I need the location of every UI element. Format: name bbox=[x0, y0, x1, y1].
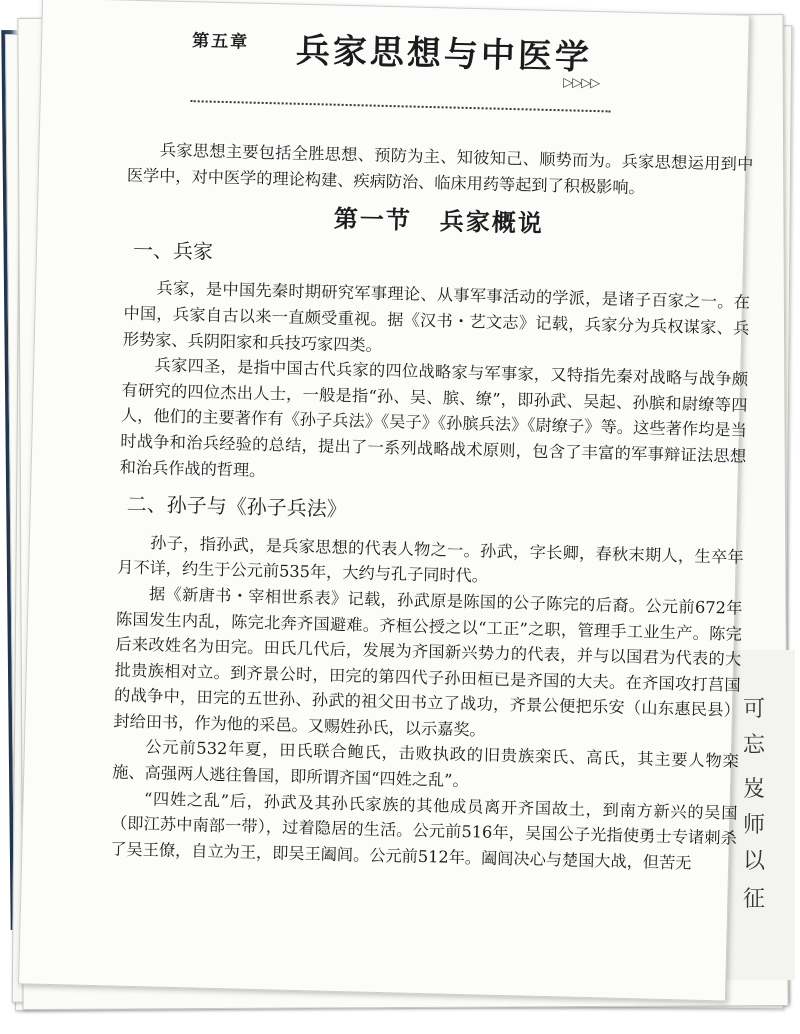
underlying-page-char: 忘 bbox=[743, 733, 766, 758]
subsection-title: 一、兵家 bbox=[132, 237, 214, 264]
section-title: 兵家概说 bbox=[439, 206, 545, 239]
underlying-page-char: 岌 bbox=[743, 777, 766, 802]
underlying-page-char: 可 bbox=[743, 697, 766, 722]
chapter-arrows-icon: ▷▷▷▷ bbox=[563, 75, 600, 92]
book-page bbox=[18, 0, 754, 1002]
subsection-title: 二、孙子与《孙子兵法》 bbox=[126, 491, 348, 522]
chapter-title: 兵家思想与中医学 bbox=[295, 30, 593, 78]
underlying-page-char: 以 bbox=[743, 849, 766, 874]
paragraph: 孙子，指孙武，是兵家思想的代表人物之一。孙武，字长卿，春秋末期人，生卒年月不详，约生于公元前535年，大约与孔子同时代。 bbox=[117, 533, 744, 586]
underlying-page-char: 师 bbox=[743, 813, 766, 838]
paragraph: 据《新唐书・宰相世系表》记载，孙武原是陈国的公子陈完的后裔。公元前672年陈国发生内乱，陈完北奔齐国避难。齐桓公授之以“工正”之职，管理手工业生产。陈完后来改姓名为田完。田氏几代后，发展为齐国新兴势力的代表，并与以国君为代表的大批贵族相对立。到齐景公时，田完的第四代子孙田桓已是齐国的大夫。在齐国攻打莒国的战争中，田完的五世孙、孙武的祖父田书立了战功，齐景公便把乐安（山东惠民县）封给田书，作为他的采邑。又赐姓孙氏，以示嘉奖。 bbox=[113, 584, 743, 740]
intro-paragraph: 兵家思想主要包括全胜思想、预防为主、知彼知己、顺势而为。兵家思想运用到中医学中，对中医学的理论构建、疾病防治、临床用药等起到了积极影响。 bbox=[126, 140, 754, 197]
chapter-header bbox=[191, 16, 613, 112]
paragraph: “四姓之乱”后，孙武及其孙氏家族的其他成员离开齐国故土，到南方新兴的吴国（即江苏中南部一带），过着隐居的生活。公元前516年，吴国公子光指使勇士专诸刺杀了吴王僚，自立为王，即吴王阖闾。公元前512年。阖闾决心与楚国大战，但苦无 bbox=[110, 788, 738, 873]
underlying-page-char: 征 bbox=[743, 887, 766, 912]
chapter-number: 第五章 bbox=[191, 31, 250, 53]
section-heading bbox=[126, 201, 752, 242]
paragraph: 兵家，是中国先秦时期研究军事理论、从事军事活动的学派，是诸子百家之一。在中国，兵家自古以来一直颇受重视。据《汉书・艺文志》记载，兵家分为兵权谋家、兵形势家、兵阴阳家和兵技巧家四类。 bbox=[122, 278, 751, 355]
section-number: 第一节 bbox=[333, 203, 413, 235]
paragraph: 兵家四圣，是指中国古代兵家的四位战略家与军事家，又特指先秦对战略与战争颇有研究的四位杰出人士，一般是指“孙、吴、膑、缭”，即孙武、吴起、孙膑和尉缭等四人，他们的主要著作有《孙子兵法》《吴子》《孙膑兵法》《尉缭子》等。这些著作均是当时战争和治兵经验的总结，提出了一系列战略战术原则，包含了丰富的军事辩证法思想和治兵作战的哲理。 bbox=[119, 355, 749, 480]
paragraph: 公元前532年夏，田氏联合鲍氏，击败执政的旧贵族栾氏、高氏，其主要人物栾施、高强两人逃往鲁国，即所谓齐国“四姓之乱”。 bbox=[112, 737, 739, 791]
page-body bbox=[110, 137, 754, 878]
